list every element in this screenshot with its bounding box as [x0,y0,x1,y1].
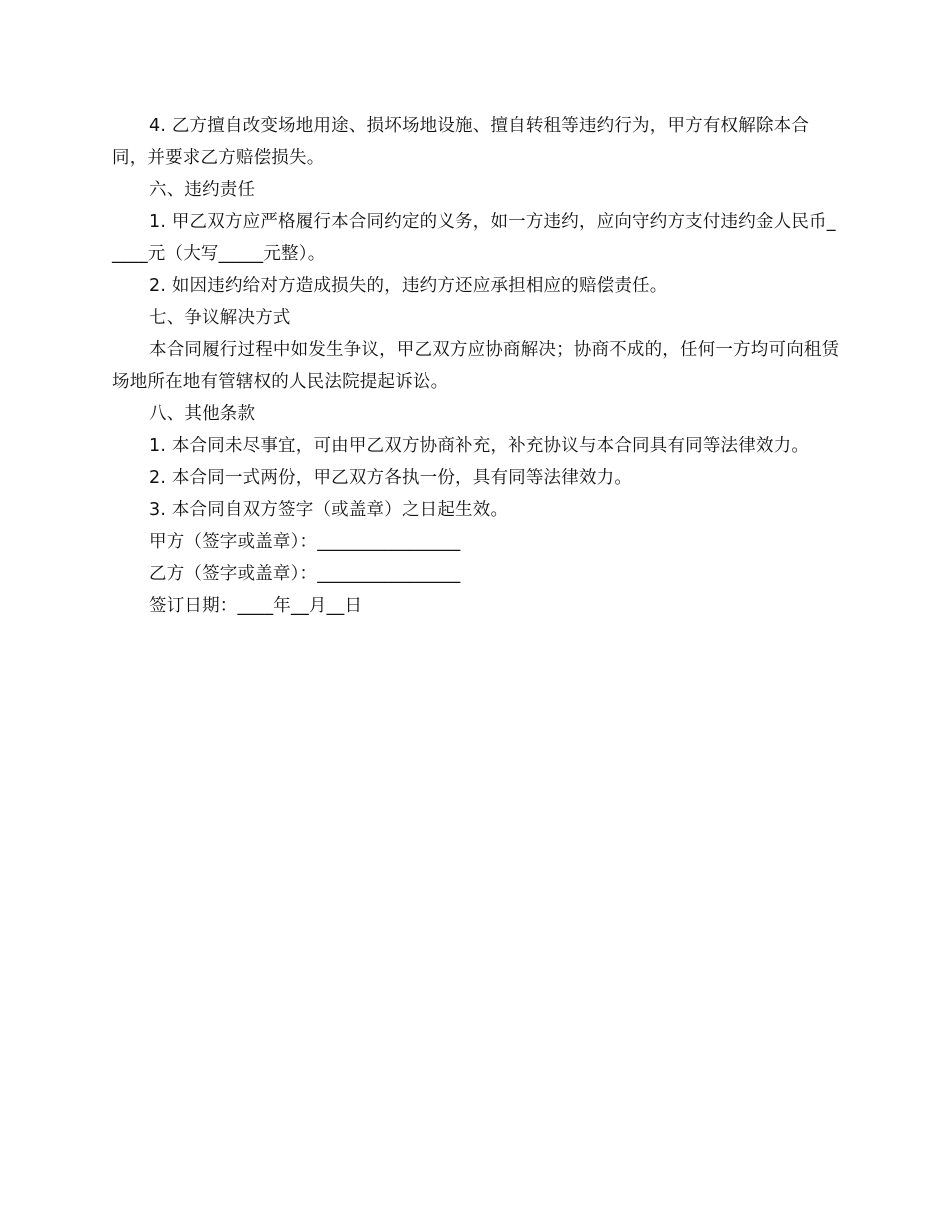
clause-3-effective-date: 3. 本合同自双方签字（或盖章）之日起生效。 [149,500,509,520]
dispute-resolution-text: 本合同履行过程中如发生争议，甲乙双方应协商解决；协商不成的，任何一方均可向租赁场地所在地有管辖权的人民法院提起诉讼。 [112,340,840,392]
clause-1-supplementary: 1. 本合同未尽事宜，可由甲乙双方协商补充，补充协议与本合同具有同等法律效力。 [149,436,810,456]
clause-1-penalty: 1. 甲乙双方应严格履行本合同约定的义务，如一方违约，应向守约方支付违约金人民币_____元（大写_____元整）。 [112,212,836,264]
party-a-signature-line: 甲方（签字或盖章）：________________ [149,532,461,552]
section-heading-dispute-resolution: 七、争议解决方式 [149,308,291,328]
document-body [112,110,842,622]
section-heading-other-terms: 八、其他条款 [149,404,256,424]
clause-2-copies: 2. 本合同一式两份，甲乙双方各执一份，具有同等法律效力。 [149,468,633,488]
clause-4-breach-termination: 4. 乙方擅自改变场地用途、损坏场地设施、擅自转租等违约行为，甲方有权解除本合同，并要求乙方赔偿损失。 [112,116,810,168]
signing-date-line: 签订日期：____年__月__日 [149,596,363,616]
section-heading-breach-liability: 六、违约责任 [149,180,256,200]
party-b-signature-line: 乙方（签字或盖章）：________________ [149,564,461,584]
clause-2-compensation: 2. 如因违约给对方造成损失的，违约方还应承担相应的赔偿责任。 [149,276,668,296]
